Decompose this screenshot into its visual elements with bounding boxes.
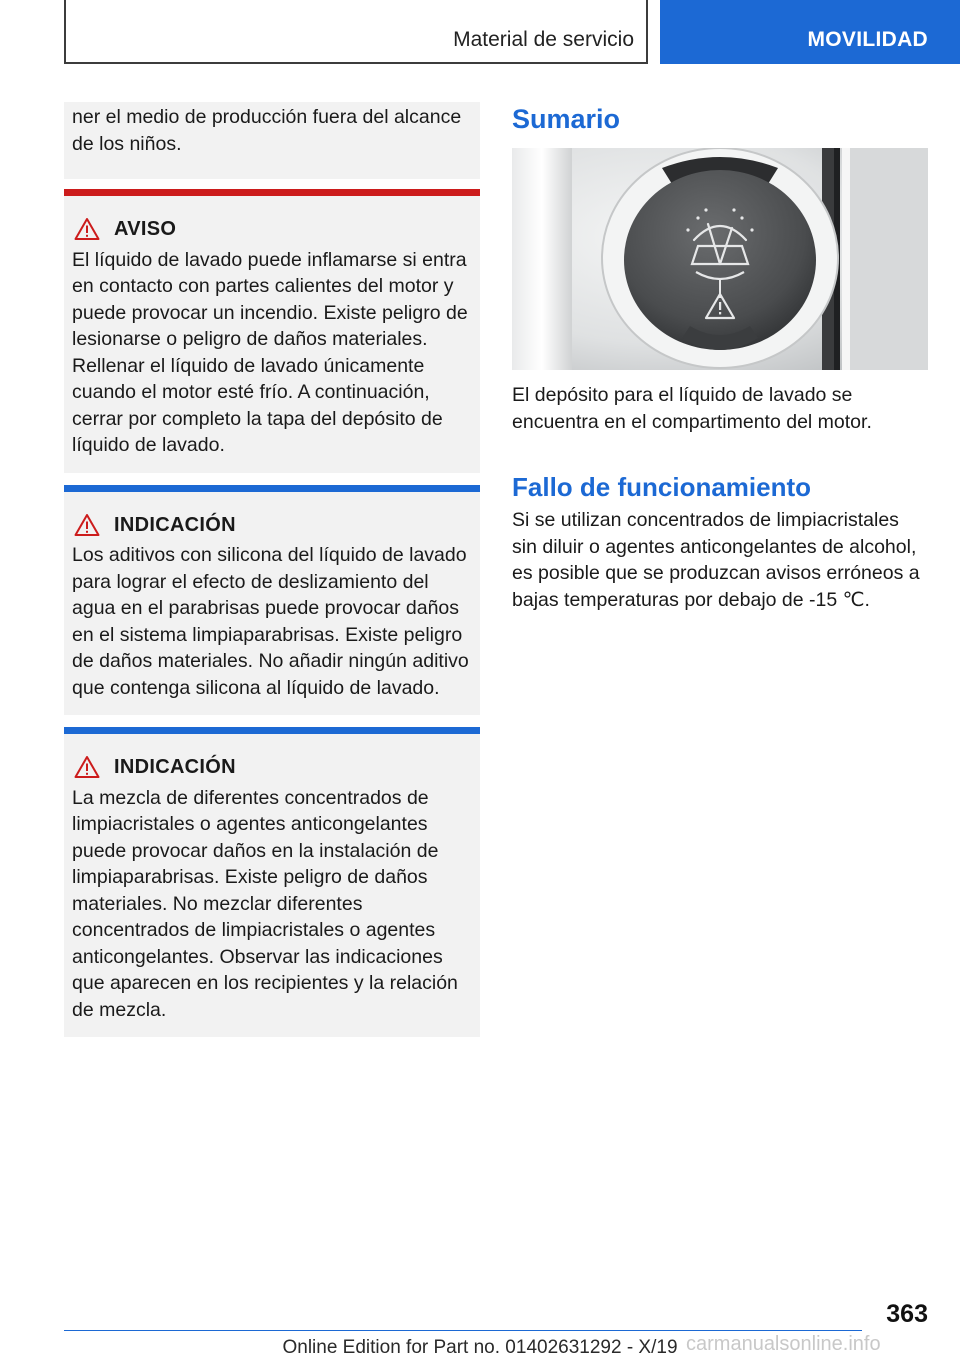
chapter-title: MOVILIDAD [807,28,928,51]
washer-fluid-cap-icon [512,148,928,370]
malfunction-heading: Fallo de funcionamiento [512,472,812,502]
indicacion-header-1 [72,492,472,543]
warning-triangle-icon [74,513,100,537]
left-column [64,102,480,1037]
indicacion-title-2: INDICACIÓN [114,756,236,778]
warning-triangle-icon [74,217,100,241]
header-chapter-tab [660,0,960,64]
indicacion-text-2: La mezcla de diferentes concentrados de limpiacristales o agentes anticongelantes puede provocar daños en la instalación de limpiaparabrisas. Existe peligro de daños materiales. No mezclar diferentes concentrados de limpiacristales o agentes anticongelantes. Observar las indicaciones que aparecen en los recipientes y la relación de mezcla. [72,786,458,1021]
indicacion-box-1 [64,485,480,716]
aviso-box [64,189,480,473]
indicacion-box-2 [64,727,480,1037]
malfunction-text: Si se utilizan concentrados de limpiacristales sin diluir o agentes anticongelantes de alcohol, es posible que se produzcan avisos erróneos a bajas temperaturas por debajo de -15 ℃. [512,509,920,611]
washer-fluid-cap-figure [512,148,928,370]
indicacion-header-2 [72,734,472,785]
summary-heading: Sumario [512,104,621,134]
aviso-title: AVISO [114,218,177,240]
page-number: 363 [886,1300,928,1328]
intro-text: ner el medio de producción fuera del alcance de los niños. [72,106,462,155]
summary-text: El depósito para el líquido de lavado se encuentra en el compartimento del motor. [512,384,872,433]
watermark: carmanualsonline.info [686,1333,881,1355]
right-column [512,102,928,613]
indicacion-text-1: Los aditivos con silicona del líquido de lavado para lograr el efecto de deslizamiento del agua en el parabrisas puede provocar daños en el sistema limpiaparabrisas. Existe peligro de daños materiales. No añadir ningún aditivo que contenga silicona al líquido de lavado. [72,544,469,699]
warning-triangle-icon [74,755,100,779]
aviso-text: El líquido de lavado puede inflamarse si entra en contacto con partes calientes del motor y puede provocar un incendio. Existe peligro de lesionarse o peligro de daños materiales. Rellenar el líquido de lavado únicamente cuando el motor esté frío. A continuación, cerrar por completo la tapa del depósito de líquido de lavado. [72,248,468,456]
indicacion-title-1: INDICACIÓN [114,513,236,536]
footer-rule [64,1330,862,1331]
footer-edition: Online Edition for Part no. 01402631292 - X/19 [282,1337,678,1358]
section-title: Material de servicio [453,28,634,51]
aviso-header [72,196,472,247]
intro-box [64,102,480,179]
header-section-tab [64,0,648,64]
